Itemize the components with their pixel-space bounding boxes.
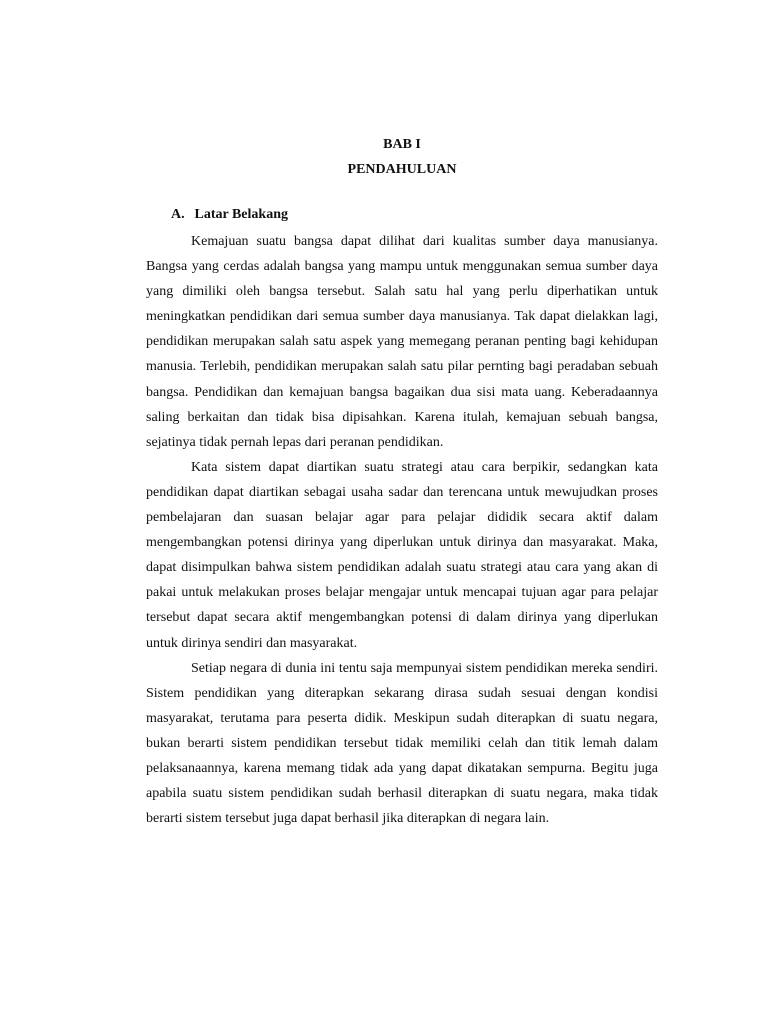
body-text — [146, 229, 658, 831]
chapter-number: BAB I — [383, 137, 421, 152]
section-number: A. — [171, 207, 185, 222]
section-title: Latar Belakang — [194, 207, 288, 222]
section-heading — [171, 206, 288, 224]
paragraph: Kata sistem dapat diartikan suatu strategi atau cara berpikir, sedangkan kata pendidikan dapat diartikan sebagai usaha sadar dan terencana untuk mewujudkan proses pembelajaran dan suasan belajar agar para pelajar dididik secara aktif dalam mengembangkan potensi dirinya yang diperlukan untuk dirinya dan masyarakat. Maka, dapat disimpulkan bahwa sistem pendidikan adalah suatu strategi atau cara yang akan di pakai untuk melakukan proses belajar mengajar untuk mencapai tujuan agar para pelajar tersebut dapat secara aktif mengembangkan potensi di dalam dirinya yang diperlukan untuk dirinya sendiri dan masyarakat. — [146, 459, 658, 651]
paragraph: Setiap negara di dunia ini tentu saja mempunyai sistem pendidikan mereka sendiri. Sistem pendidikan yang diterapkan sekarang dirasa sudah sesuai dengan kondisi masyarakat, terutama para peserta didik. Meskipun sudah diterapkan di suatu negara, bukan berarti sistem pendidikan tersebut tidak memiliki celah dan titik lemah dalam pelaksanaannya, karena memang tidak ada yang dapat dikatakan sempurna. Begitu juga apabila suatu sistem pendidikan sudah berhasil diterapkan di suatu negara, maka tidak berarti sistem tersebut juga dapat berhasil jika diterapkan di negara lain. — [146, 660, 658, 827]
chapter-title: PENDAHULUAN — [347, 162, 457, 177]
paragraph: Kemajuan suatu bangsa dapat dilihat dari kualitas sumber daya manusianya. Bangsa yang cerdas adalah bangsa yang mampu untuk menggunakan semua sumber daya yang dimiliki oleh bangsa tersebut. Salah satu hal yang perlu diperhatikan untuk meningkatkan pendidikan dari semua sumber daya manusianya. Tak dapat dielakkan lagi, pendidikan merupakan salah satu aspek yang memegang peranan penting bagi kehidupan manusia. Terlebih, pendidikan merupakan salah satu pilar pernting bagi peradaban sebuah bangsa. Pendidikan dan kemajuan bangsa bagaikan dua sisi mata uang. Keberadaannya saling berkaitan dan tidak bisa dipisahkan. Karena itulah, kemajuan sebuah bangsa, sejatinya tidak pernah lepas dari peranan pendidikan. — [146, 234, 658, 450]
